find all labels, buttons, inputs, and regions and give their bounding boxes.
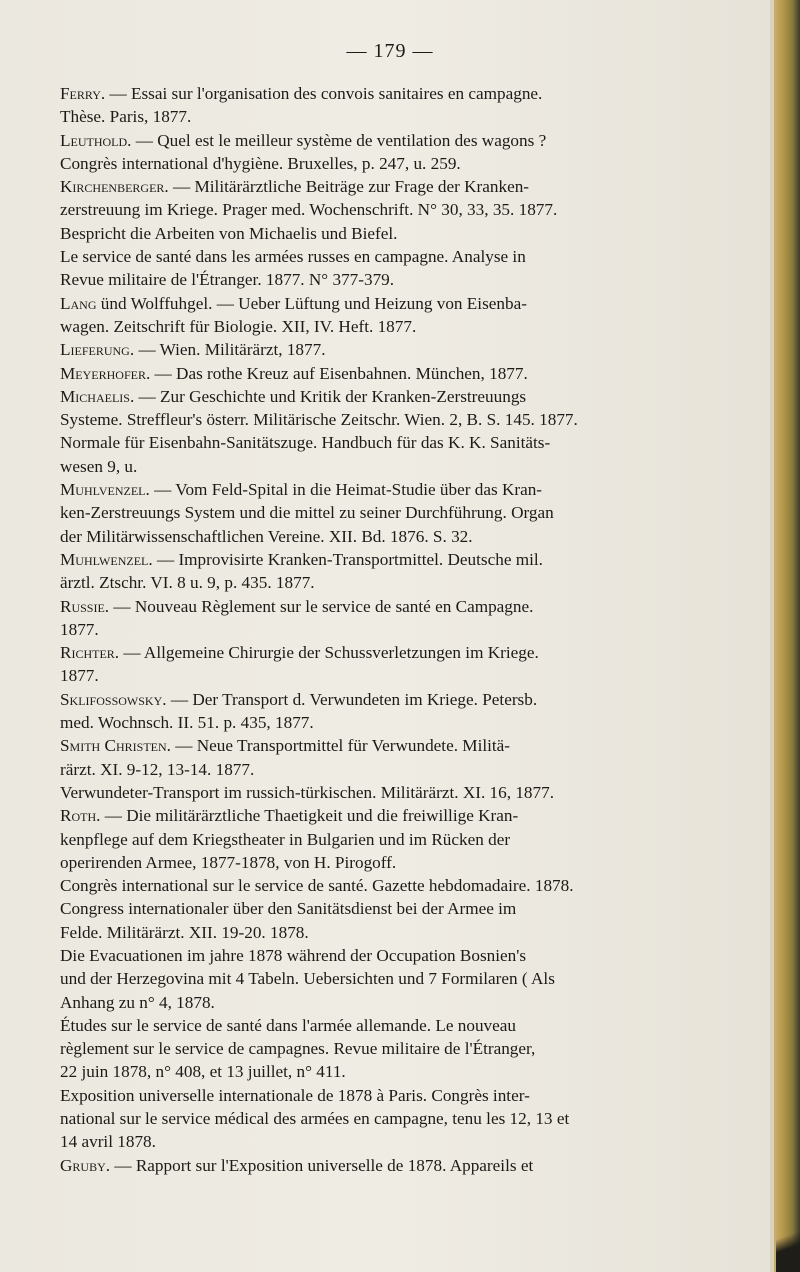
entry-text: — Neue Transportmittel für Verwundete. Militä- <box>175 736 511 756</box>
bibliography-entry <box>60 688 754 735</box>
entry-text: Verwundeter-Transport im russich-türkischen. Militärärzt. XI. 16, 1877. <box>60 782 555 802</box>
entry-text: Anhang zu n° 4, 1878. <box>60 992 215 1012</box>
entry-line <box>60 338 754 361</box>
entry-line <box>60 991 754 1014</box>
entry-text: 1877. <box>60 619 99 639</box>
entry-author: Smith Christen. <box>60 736 171 756</box>
entry-author: Sklifossowsky. <box>60 689 167 709</box>
entry-line <box>60 664 754 687</box>
entry-line <box>60 431 754 454</box>
entry-text: — Der Transport d. Verwundeten im Kriege. Petersb. <box>170 689 538 709</box>
entry-line <box>60 1130 754 1153</box>
entry-text: — Allgemeine Chirurgie der Schussverletzungen im Kriege. <box>123 643 539 663</box>
entry-text: Exposition universelle internationale de 1878 à Paris. Congrès inter- <box>60 1085 530 1105</box>
entry-text: med. Wochnsch. II. 51. p. 435, 1877. <box>60 713 314 733</box>
entry-text: 1877. <box>60 666 99 686</box>
bibliography-entry <box>60 804 754 1153</box>
entry-line <box>60 198 754 221</box>
entry-author: Meyerhofer. <box>60 363 151 383</box>
entry-line <box>60 851 754 874</box>
entry-text: zerstreuung im Kriege. Prager med. Wochenschrift. N° 30, 33, 35. 1877. <box>60 200 558 220</box>
entry-text: Systeme. Streffleur's österr. Militärische Zeitschr. Wien. 2, B. S. 145. 1877. <box>60 410 578 430</box>
entry-text: — Militärärztliche Beiträge zur Frage der Kranken- <box>173 177 530 197</box>
entry-text: Le service de santé dans les armées russes en campagne. Analyse in <box>60 247 526 267</box>
bibliography-entry <box>60 129 754 176</box>
entry-line <box>60 711 754 734</box>
bibliography-entry <box>60 478 754 548</box>
entry-text: Revue militaire de l'Étranger. 1877. N° 377-379. <box>60 270 395 290</box>
entry-line <box>60 82 754 105</box>
entry-line <box>60 921 754 944</box>
page-corner-shadow <box>776 1212 800 1272</box>
entry-text: 22 juin 1878, n° 408, et 13 juillet, n° 411. <box>60 1062 346 1082</box>
entry-text: Normale für Eisenbahn-Sanitätszuge. Handbuch für das K. K. Sanitäts- <box>60 433 551 453</box>
entry-line <box>60 688 754 711</box>
entry-line <box>60 1037 754 1060</box>
entry-text: 14 avril 1878. <box>60 1132 156 1152</box>
entry-text: Congrès international d'hygiène. Bruxelles, p. 247, u. 259. <box>60 153 461 173</box>
entry-text: Die Evacuationen im jahre 1878 während der Occupation Bosnien's <box>60 945 527 965</box>
entry-text: — Nouveau Règlement sur le service de santé en Campagne. <box>113 596 534 616</box>
entry-text: Felde. Militärärzt. XII. 19-20. 1878. <box>60 922 309 942</box>
bibliography-entry <box>60 338 754 361</box>
entry-text: règlement sur le service de campagnes. Revue militaire de l'Étranger, <box>60 1039 536 1059</box>
page-number: — 179 — <box>346 40 434 62</box>
entry-author: Leuthold. <box>60 130 132 150</box>
bibliography-entry <box>60 292 754 339</box>
entry-line <box>60 385 754 408</box>
book-binding <box>774 0 800 1272</box>
entry-line <box>60 222 754 245</box>
entry-line <box>60 734 754 757</box>
entry-text: — Rapport sur l'Exposition universelle de 1878. Appareils et <box>114 1155 534 1175</box>
entry-text: national sur le service médical des armées en campagne, tenu les 12, 13 et <box>60 1109 570 1129</box>
entry-author: Muhlwenzel. <box>60 549 153 569</box>
entry-line <box>60 315 754 338</box>
entry-text: — Essai sur l'organisation des convois sanitaires en campagne. <box>109 84 543 103</box>
entry-line <box>60 129 754 152</box>
entry-line <box>60 175 754 198</box>
bibliography-entry <box>60 641 754 688</box>
entry-line <box>60 478 754 501</box>
entry-line <box>60 828 754 851</box>
entry-line <box>60 152 754 175</box>
entry-line <box>60 292 754 315</box>
entry-line <box>60 595 754 618</box>
entry-text: operirenden Armee, 1877-1878, von H. Pirogoff. <box>60 852 397 872</box>
entry-line <box>60 1154 754 1177</box>
entry-author: Lieferung. <box>60 340 135 360</box>
entry-line <box>60 548 754 571</box>
entry-line <box>60 501 754 524</box>
entry-line <box>60 1014 754 1037</box>
entry-line <box>60 874 754 897</box>
bibliography-entry <box>60 1154 754 1177</box>
entry-text: ünd Wolffuhgel. — Ueber Lüftung und Heizung von Eisenba- <box>100 293 527 313</box>
entry-line <box>60 455 754 478</box>
entry-author: Michaelis. <box>60 386 135 406</box>
entry-text: wagen. Zeitschrift für Biologie. XII, IV. Heft. 1877. <box>60 316 417 336</box>
entry-text: wesen 9, u. <box>60 456 138 476</box>
bibliography-entry <box>60 548 754 595</box>
entry-author: Lang <box>60 293 97 313</box>
bibliography-entry <box>60 175 754 291</box>
bibliography-entry <box>60 385 754 478</box>
entry-text: und der Herzegovina mit 4 Tabeln. Uebersichten und 7 Formilaren ( Als <box>60 969 555 989</box>
entry-line <box>60 758 754 781</box>
entry-text: Bespricht die Arbeiten von Michaelis und Biefel. <box>60 223 398 243</box>
entry-line <box>60 944 754 967</box>
entry-line <box>60 618 754 641</box>
entry-text: — Zur Geschichte und Kritik der Kranken-Zerstreuungs <box>138 386 527 406</box>
entry-line <box>60 105 754 128</box>
entry-text: rärzt. XI. 9-12, 13-14. 1877. <box>60 759 255 779</box>
entry-line <box>60 362 754 385</box>
entry-line <box>60 268 754 291</box>
entry-line <box>60 525 754 548</box>
entry-author: Gruby. <box>60 1155 111 1175</box>
entry-author: Richter. <box>60 643 120 663</box>
entry-text: Congrès international sur le service de santé. Gazette hebdomadaire. 1878. <box>60 876 574 896</box>
entry-line <box>60 967 754 990</box>
entry-text: — Die militärärztliche Thaetigkeit und die freiwillige Kran- <box>104 806 519 826</box>
entry-author: Ferry. <box>60 84 106 103</box>
entry-line <box>60 781 754 804</box>
entry-text: Congress internationaler über den Sanitätsdienst bei der Armee im <box>60 899 517 919</box>
entry-author: Russie. <box>60 596 110 616</box>
entry-line <box>60 245 754 268</box>
bibliography-entry <box>60 362 754 385</box>
bibliography-list <box>60 82 754 1177</box>
entry-author: Muhlvenzel. <box>60 480 150 500</box>
bibliography-entry <box>60 82 754 129</box>
entry-text: — Quel est le meilleur système de ventilation des wagons ? <box>135 130 547 150</box>
entry-line <box>60 1084 754 1107</box>
entry-line <box>60 408 754 431</box>
entry-line <box>60 641 754 664</box>
entry-line <box>60 804 754 827</box>
entry-line <box>60 1060 754 1083</box>
entry-text: — Vom Feld-Spital in die Heimat-Studie über das Kran- <box>154 480 543 500</box>
entry-author: Roth. <box>60 806 101 826</box>
bibliography-entry <box>60 595 754 642</box>
entry-text: — Wien. Militärärzt, 1877. <box>138 340 326 360</box>
entry-text: der Militärwissenschaftlichen Vereine. XII. Bd. 1876. S. 32. <box>60 526 473 546</box>
entry-line <box>60 897 754 920</box>
entry-text: ärztl. Ztschr. VI. 8 u. 9, p. 435. 1877. <box>60 573 315 593</box>
entry-text: Études sur le service de santé dans l'armée allemande. Le nouveau <box>60 1015 516 1035</box>
entry-author: Kirchenberger. <box>60 177 169 197</box>
entry-text: — Das rothe Kreuz auf Eisenbahnen. München, 1877. <box>154 363 528 383</box>
entry-line <box>60 1107 754 1130</box>
entry-text: ken-Zerstreuungs System und die mittel zu seiner Durchführung. Organ <box>60 503 554 523</box>
entry-text: kenpflege auf dem Kriegstheater in Bulgarien und im Rücken der <box>60 829 511 849</box>
entry-text: Thèse. Paris, 1877. <box>60 107 192 127</box>
bibliography-entry <box>60 734 754 804</box>
entry-text: — Improvisirte Kranken-Transportmittel. Deutsche mil. <box>156 549 543 569</box>
entry-line <box>60 571 754 594</box>
